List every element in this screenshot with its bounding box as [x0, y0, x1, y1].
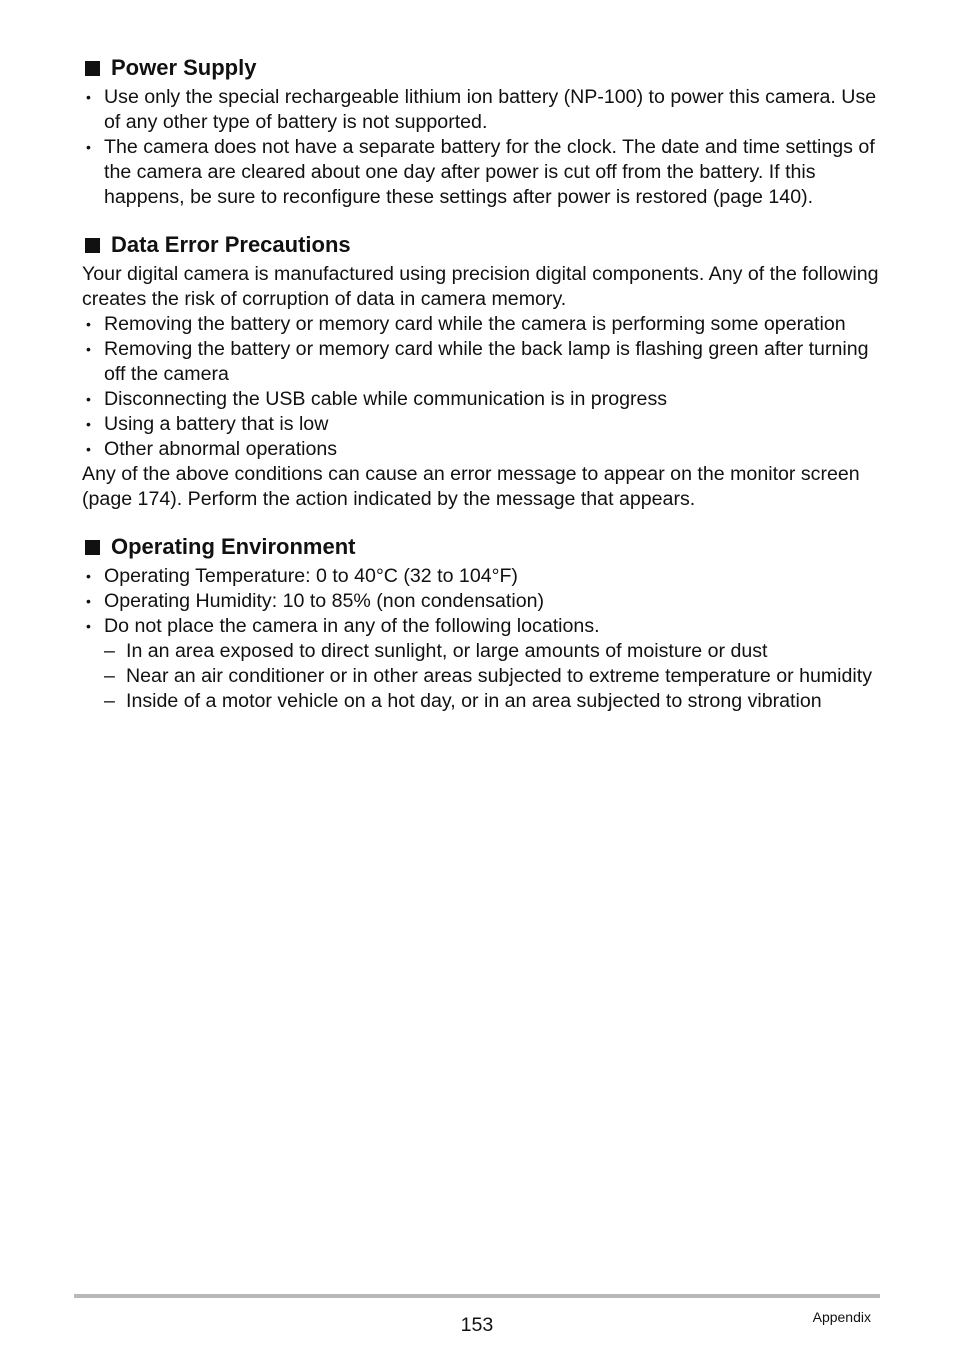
- data-error-outro: Any of the above conditions can cause an error message to appear on the monitor screen (page 174). Perform the action indicated by the message that appears.: [82, 463, 860, 510]
- operating-environment-list: [82, 564, 882, 639]
- power-supply-heading-text: Power Supply: [111, 55, 257, 80]
- power-supply-list: [82, 85, 882, 210]
- page-number: 153: [460, 1314, 494, 1336]
- operating-environment-heading: [82, 533, 882, 561]
- list-item: • Do not place the camera in any of the following locations.: [82, 614, 882, 639]
- page-content: [82, 54, 882, 735]
- list-item: • Operating Humidity: 10 to 85% (non condensation): [82, 589, 882, 614]
- list-item: • Removing the battery or memory card while the back lamp is flashing green after turning off the camera: [82, 337, 882, 387]
- list-item: • Using a battery that is low: [82, 412, 882, 437]
- section-operating-environment: [82, 533, 882, 714]
- locations-sub-list: [82, 639, 882, 714]
- section-power-supply: [82, 54, 882, 210]
- data-error-list: [82, 312, 882, 462]
- footer-section-label: Appendix: [812, 1309, 871, 1325]
- list-item: • Use only the special rechargeable lithium ion battery (NP-100) to power this camera. Use of any other type of battery is not supported.: [82, 85, 882, 135]
- data-error-heading: [82, 231, 882, 259]
- square-bullet-icon: [85, 61, 100, 76]
- operating-environment-heading-text: Operating Environment: [111, 534, 356, 559]
- data-error-intro: Your digital camera is manufactured using precision digital components. Any of the following creates the risk of corruption of data in camera memory.: [82, 263, 879, 310]
- square-bullet-icon: [85, 238, 100, 253]
- section-data-error-precautions: [82, 231, 882, 512]
- list-item: • Disconnecting the USB cable while communication is in progress: [82, 387, 882, 412]
- square-bullet-icon: [85, 540, 100, 555]
- list-item: • The camera does not have a separate battery for the clock. The date and time settings of the camera are cleared about one day after power is cut off from the battery. If this happens, be sure to reconfigure these settings after power is restored (page 140).: [82, 135, 882, 210]
- list-item: – Near an air conditioner or in other areas subjected to extreme temperature or humidity: [82, 664, 882, 689]
- list-item: • Removing the battery or memory card while the camera is performing some operation: [82, 312, 882, 337]
- footer-divider: [74, 1294, 880, 1298]
- list-item: • Operating Temperature: 0 to 40°C (32 to 104°F): [82, 564, 882, 589]
- list-item: • Other abnormal operations: [82, 437, 882, 462]
- list-item: – In an area exposed to direct sunlight, or large amounts of moisture or dust: [82, 639, 882, 664]
- list-item: – Inside of a motor vehicle on a hot day, or in an area subjected to strong vibration: [82, 689, 882, 714]
- power-supply-heading: [82, 54, 882, 82]
- data-error-heading-text: Data Error Precautions: [111, 232, 351, 257]
